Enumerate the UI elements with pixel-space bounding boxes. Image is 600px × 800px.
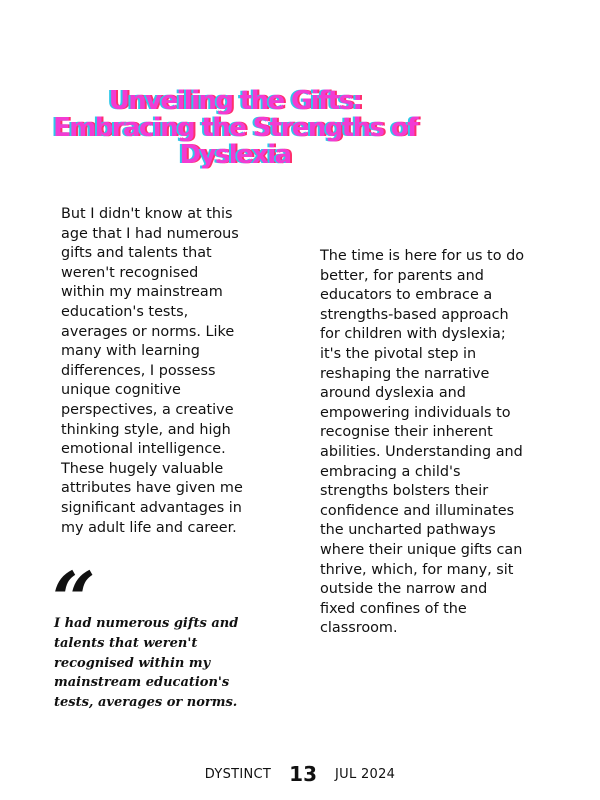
issue-date: JUL 2024: [335, 766, 396, 782]
page-footer: [0, 762, 600, 786]
pull-quote: I had numerous gifts and talents that weren't recognised within my mainstream education's tests, averages or norms.: [54, 616, 239, 711]
body-column-left: But I didn't know at this age that I had numerous gifts and talents that weren't recognised within my mainstream education's tests, averages or norms. Like many with learning differences, I possess unique cognitive perspectives, a creative thinking style, and high emotional intelligence. These hugely valuable attributes have given me significant advantages in my adult life and career.: [61, 206, 243, 536]
body-column-right: The time is here for us to do better, for parents and educators to embrace a strengths-based approach for children with dyslexia; it's the pivotal step in reshaping the narrative around dyslexia and empowering individuals to recognise their inherent abilities. Understanding and embracing a child's strengths bolsters their confidence and illuminates the uncharted pathways where their unique gifts can thrive, which, for many, sit outside the narrow and fixed confines of the classroom.: [320, 248, 525, 637]
title-line-2: Embracing the Strengths of: [53, 113, 417, 143]
title-line-1: Unveiling the Gifts:: [108, 86, 362, 116]
title-line-3: Dyslexia: [179, 140, 291, 170]
quotation-mark-icon: “: [52, 555, 96, 644]
magazine-name: DYSTINCT: [204, 766, 272, 782]
page-number: 13: [289, 762, 318, 786]
article-title: [40, 88, 430, 169]
